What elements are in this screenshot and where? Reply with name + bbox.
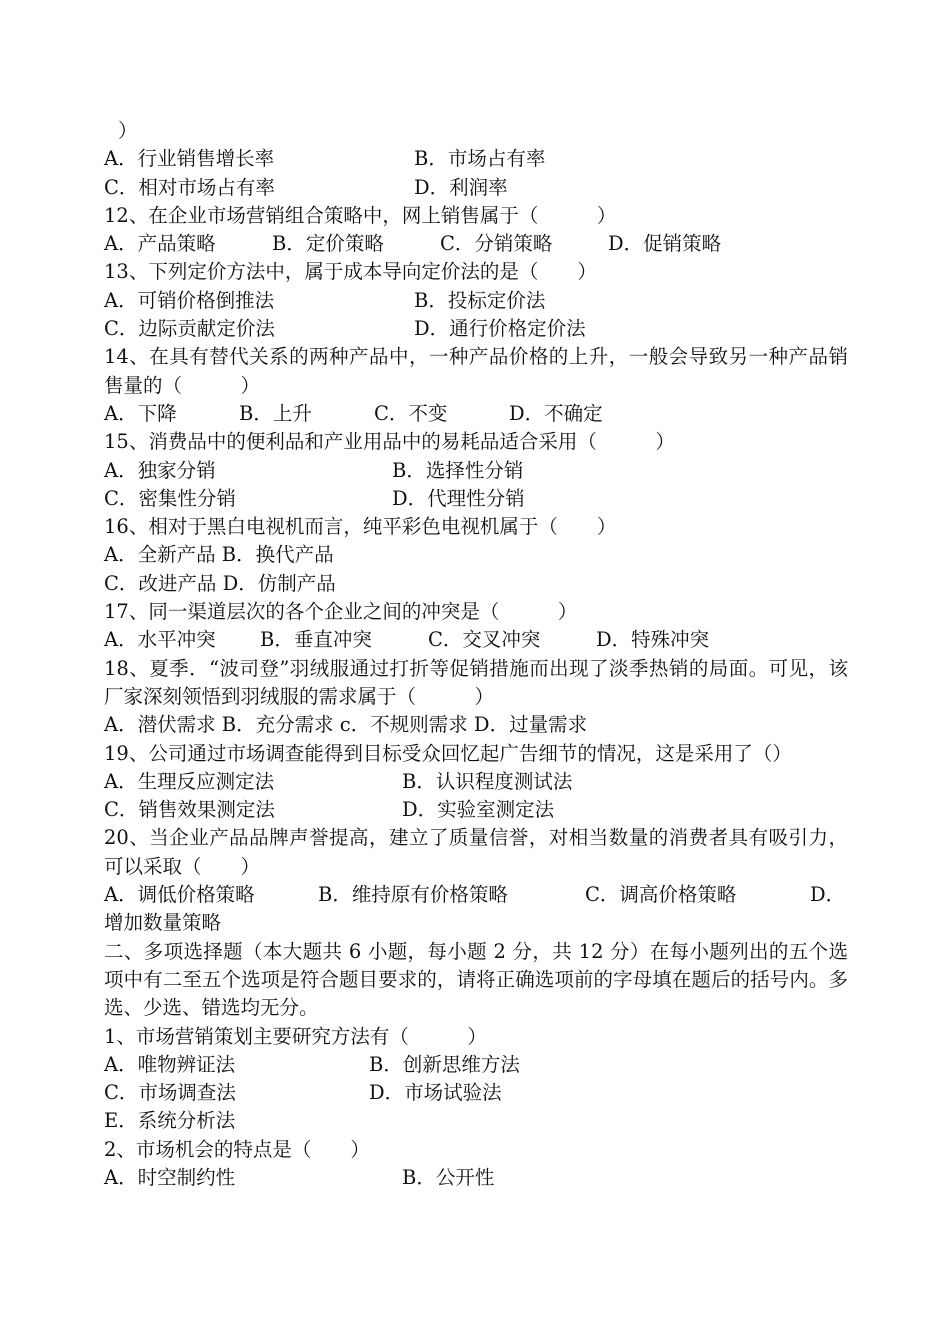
text-line: 13、下列定价方法中，属于成本导向定价法的是（ ）	[104, 260, 597, 284]
option-item: B．认识程度测试法	[402, 769, 573, 793]
option-item: A．生理反应测定法	[104, 769, 275, 793]
option-item: C．调高价格策略	[585, 883, 737, 907]
question-paragraph: 19、公司通过市场调查能得到目标受众回忆起广告细节的情况，这是采用了（）	[104, 741, 792, 765]
option-row	[104, 626, 848, 654]
option-row	[104, 230, 848, 258]
option-item: D．	[810, 883, 846, 907]
option-row	[104, 768, 848, 796]
option-item: A．时空制约性	[104, 1165, 236, 1189]
option-row	[104, 287, 848, 315]
option-item: A．水平冲突	[104, 628, 216, 652]
option-row	[104, 400, 848, 428]
option-item: A．产品策略	[104, 232, 216, 256]
option-row	[104, 1164, 848, 1192]
option-item: B．公开性	[402, 1165, 495, 1189]
option-item: B．定价策略	[272, 232, 384, 256]
option-item: B．投标定价法	[414, 288, 546, 312]
option-item: C．交叉冲突	[428, 628, 541, 652]
option-row	[104, 881, 848, 909]
option-item: A．行业销售增长率	[104, 147, 275, 171]
question-paragraph: 18、夏季．“波司登”羽绒服通过打折等促销措施而出现了淡季热销的局面。可见，该厂家深刻领悟到羽绒服的需求属于（ ）	[104, 656, 848, 708]
option-item: A．调低价格策略	[104, 883, 255, 907]
option-item: A．下降	[104, 401, 177, 425]
question-paragraph: 20、当企业产品品牌声誉提高，建立了质量信誉，对相当数量的消费者具有吸引力，可以采取（ ）	[104, 826, 848, 878]
option-row	[104, 796, 848, 824]
option-item: D．促销策略	[608, 232, 722, 256]
text-line: A．全新产品 B．换代产品	[104, 543, 334, 567]
option-item: D．代理性分销	[392, 486, 525, 510]
option-row	[104, 174, 848, 202]
option-item: D．市场试验法	[369, 1081, 502, 1105]
text-line: C．改进产品 D．仿制产品	[104, 571, 336, 595]
text-line: 增加数量策略	[104, 911, 222, 935]
question-paragraph: 二、多项选择题（本大题共 6 小题，每小题 2 分，共 12 分）在每小题列出的五个选项中有二至五个选项是符合题目要求的，请将正确选项前的字母填在题后的括号内。多选、少选、错选均无分。	[104, 939, 848, 1020]
option-row	[104, 1079, 848, 1107]
option-item: B．市场占有率	[414, 147, 546, 171]
option-item: C．分销策略	[440, 232, 553, 256]
option-item: D．不确定	[509, 401, 603, 425]
option-item: B．上升	[239, 401, 312, 425]
option-row	[104, 145, 848, 173]
option-item: C．相对市场占有率	[104, 175, 275, 199]
option-item: D．通行价格定价法	[414, 317, 586, 341]
question-paragraph: 14、在具有替代关系的两种产品中，一种产品价格的上升，一般会导致另一种产品销售量的（ ）	[104, 345, 848, 397]
option-item: D．实验室测定法	[402, 798, 555, 822]
option-item: A．独家分销	[104, 458, 216, 482]
option-item: C．不变	[374, 401, 448, 425]
option-item: D．特殊冲突	[596, 628, 710, 652]
option-item: D．利润率	[414, 175, 508, 199]
option-row	[104, 485, 848, 513]
option-item: B．垂直冲突	[260, 628, 372, 652]
text-line: 16、相对于黑白电视机而言，纯平彩色电视机属于（ ）	[104, 515, 617, 539]
text-line: E．系统分析法	[104, 1109, 236, 1133]
option-item: B．选择性分销	[392, 458, 524, 482]
option-item: C．市场调查法	[104, 1081, 236, 1105]
option-item: A．唯物辨证法	[104, 1052, 236, 1076]
option-row	[104, 315, 848, 343]
option-item: B．维持原有价格策略	[318, 883, 508, 907]
option-row	[104, 457, 848, 485]
text-line: A．潜伏需求 B．充分需求 c．不规则需求 D．过量需求	[104, 713, 588, 737]
text-line: ）	[118, 119, 138, 142]
text-line: 12、在企业市场营销组合策略中，网上销售属于（ ）	[104, 203, 617, 227]
option-item: C．密集性分销	[104, 486, 236, 510]
text-line: 1、市场营销策划主要研究方法有（ ）	[104, 1024, 487, 1048]
option-item: A．可销价格倒推法	[104, 288, 275, 312]
text-line: 2、市场机会的特点是（ ）	[104, 1137, 370, 1161]
option-item: C．销售效果测定法	[104, 798, 275, 822]
text-line: 17、同一渠道层次的各个企业之间的冲突是（ ）	[104, 600, 578, 624]
option-item: B．创新思维方法	[369, 1052, 520, 1076]
option-item: C．边际贡献定价法	[104, 317, 275, 341]
text-line: 15、消费品中的便利品和产业用品中的易耗品适合采用（ ）	[104, 430, 675, 454]
document-page	[104, 117, 848, 1192]
option-row	[104, 1051, 848, 1079]
